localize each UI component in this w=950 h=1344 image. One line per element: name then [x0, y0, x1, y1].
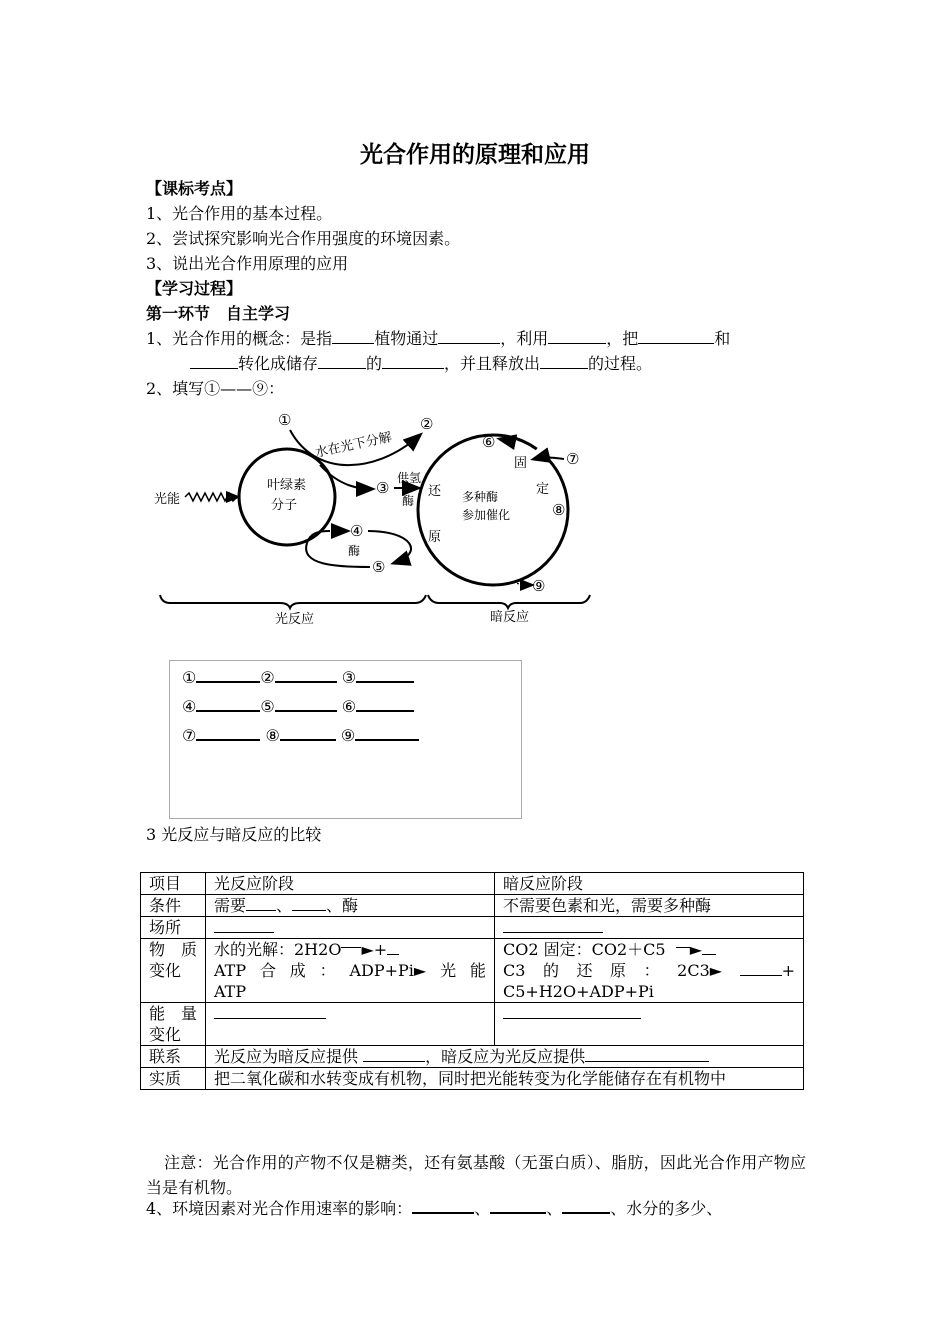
co2-fixation-text: CO2 固定：CO2＋C5	[503, 940, 666, 959]
chlorophyll-label-2: 分子	[271, 498, 298, 513]
row-material-dark	[495, 939, 804, 1003]
c3-text-g: +	[781, 961, 795, 980]
water-photolysis-line: 水的光解：2H2O ►+	[214, 939, 486, 960]
row-condition-dark: 不需要色素和光，需要多种酶	[495, 895, 804, 917]
c3-reduction-blank[interactable]	[740, 961, 782, 976]
cycle-arrow-to-6	[500, 439, 510, 441]
c3-text-f: 2C3	[677, 961, 710, 980]
energy-label-1: 能 量	[149, 1004, 198, 1023]
q1-text-9: 的过程。	[588, 354, 653, 373]
answer-label-1: ①	[182, 668, 197, 687]
section-process-heading: 【学习过程】	[146, 279, 243, 298]
row-energy-light	[206, 1003, 495, 1046]
link-blank-2[interactable]	[585, 1047, 709, 1062]
q1-blank-6[interactable]	[318, 354, 366, 369]
atp-text-f: 光	[440, 961, 457, 980]
energy-label-2: 变化	[149, 1025, 182, 1044]
header-item: 项目	[141, 873, 206, 895]
q1-text-1: 1、光合作用的概念：是指	[146, 329, 333, 348]
c3-text-d: 原	[610, 961, 627, 980]
page-title: 光合作用的原理和应用	[360, 142, 590, 168]
q1-text-7: 的	[366, 354, 383, 373]
row-place-dark	[495, 917, 804, 939]
co2-fixation-line: CO2 固定：CO2＋C5 ►	[503, 939, 795, 960]
answer-blank-5[interactable]	[275, 696, 337, 712]
row-place-light	[206, 917, 495, 939]
row-condition-label: 条件	[141, 895, 206, 917]
q1-text-5: 和	[714, 329, 731, 348]
energy-blank-dark[interactable]	[503, 1004, 641, 1019]
q1-blank-4[interactable]	[638, 329, 714, 344]
answer-label-4: ④	[182, 697, 197, 716]
diagram-num-7: ⑦	[566, 450, 580, 468]
comparison-table	[140, 872, 804, 1090]
header-dark: 暗反应阶段	[495, 873, 804, 895]
fixation-label-2: 定	[536, 482, 550, 497]
q1-blank-5[interactable]	[190, 354, 238, 369]
q1-blank-8[interactable]	[540, 354, 588, 369]
arrow-from-7	[534, 458, 564, 460]
q4-blank-1[interactable]	[412, 1198, 474, 1214]
answer-label-8: ⑧	[265, 726, 280, 745]
water-photolysis-text: 水的光解：2H2O	[214, 940, 342, 959]
row-material-label	[141, 939, 206, 1003]
enzyme-label: 酶	[348, 544, 361, 558]
answer-label-6: ⑥	[341, 697, 357, 716]
diagram-num-3: ③	[376, 479, 390, 497]
diagram-num-4: ④	[350, 522, 364, 540]
enzyme-small-label: 酶	[402, 494, 415, 508]
answer-blank-2[interactable]	[275, 667, 337, 683]
diagram-num-2: ②	[420, 415, 434, 433]
chlorophyll-circle	[239, 449, 335, 545]
c3-text-b: 的	[542, 961, 559, 980]
question-4	[146, 1198, 722, 1220]
table-row	[141, 917, 804, 939]
atp-text-d: ：	[319, 961, 336, 980]
light-reaction-label: 光反应	[275, 612, 315, 627]
reduction-label-1: 还	[428, 484, 442, 499]
row-link-label: 联系	[141, 1046, 206, 1068]
answer-row-1	[182, 667, 414, 687]
row-essence-label: 实质	[141, 1068, 206, 1090]
cond-blank-2[interactable]	[292, 896, 326, 911]
q4-blank-3[interactable]	[562, 1198, 610, 1214]
light-energy-wave	[185, 493, 237, 501]
section-standards-heading: 【课标考点】	[146, 179, 243, 198]
note-paragraph: 注意：光合作用的产物不仅是糖类，还有氨基酸（无蛋白质）、脂肪，因此光合作用产物应当是有机物。	[146, 1153, 806, 1197]
material-label-2: 变化	[149, 961, 182, 980]
q1-text-4: ，把	[606, 329, 639, 348]
answer-blank-1[interactable]	[196, 667, 260, 683]
diagram-num-5: ⑤	[372, 558, 386, 576]
q1-blank-1[interactable]	[332, 329, 374, 344]
dark-reaction-label: 暗反应	[490, 610, 530, 625]
photosynthesis-diagram	[150, 405, 600, 630]
row-place-label: 场所	[141, 917, 206, 939]
table-row	[141, 1003, 804, 1046]
cond-light-text-3: 、酶	[326, 896, 359, 915]
diagram-num-6: ⑥	[482, 433, 496, 451]
standard-1: 1、光合作用的基本过程。	[146, 204, 333, 223]
row-energy-label	[141, 1003, 206, 1046]
q4-sep-1: 、	[474, 1199, 491, 1218]
question-1-line-1	[146, 328, 730, 350]
table-row	[141, 1068, 804, 1090]
q4-sep-2: 、	[546, 1199, 563, 1218]
fixation-label-1: 固	[514, 456, 528, 471]
table-row	[141, 1046, 804, 1068]
q1-text-3: ，利用	[500, 329, 549, 348]
question-3: 3 光反应与暗反应的比较	[146, 825, 322, 844]
reduction-label-2: 原	[428, 530, 442, 545]
row-material-light	[206, 939, 495, 1003]
row-energy-dark	[495, 1003, 804, 1046]
c3-text-a: C3	[503, 961, 526, 980]
c3-reduction-line	[503, 960, 795, 981]
q1-text-2: 植物通过	[374, 329, 439, 348]
question-1-line-2	[190, 353, 652, 375]
c3-text-c: 还	[576, 961, 593, 980]
atp-text-g: 能	[469, 961, 486, 980]
link-text-1: 光反应为暗反应提供	[214, 1047, 359, 1066]
answer-blank-7[interactable]	[196, 725, 260, 741]
link-text-2: ，暗反应为光反应提供	[425, 1047, 586, 1066]
co2-fixation-blank[interactable]	[702, 940, 716, 955]
atp-product: ATP	[214, 982, 247, 1001]
cond-light-text-2: 、	[276, 896, 293, 915]
stage-1-heading: 第一环节 自主学习	[146, 304, 291, 323]
q1-text-6: 转化成储存	[238, 354, 319, 373]
answer-label-2: ②	[260, 668, 275, 687]
light-reaction-brace	[160, 595, 426, 608]
q4-blank-2[interactable]	[490, 1198, 546, 1214]
answer-row-2	[182, 696, 414, 716]
standard-2: 2、尝试探究影响光合作用强度的环境因素。	[146, 229, 461, 248]
answer-label-9: ⑨	[340, 726, 356, 745]
q4-text: 4、环境因素对光合作用速率的影响：	[146, 1199, 413, 1218]
place-blank-light[interactable]	[214, 918, 274, 933]
arrow-icon	[676, 947, 690, 948]
answer-blank-9[interactable]	[355, 725, 419, 741]
diagram-num-8: ⑧	[552, 501, 566, 519]
diagram-num-9: ⑨	[532, 577, 546, 595]
row-link-text	[206, 1046, 804, 1068]
table-row	[141, 939, 804, 1003]
answer-blank-6[interactable]	[356, 696, 414, 712]
q1-blank-3[interactable]	[548, 329, 606, 344]
diagram-num-1: ①	[278, 411, 292, 429]
standard-3: 3、说出光合作用原理的应用	[146, 254, 349, 273]
answer-row-3	[182, 725, 419, 745]
q1-text-8: ，并且释放出	[444, 354, 541, 373]
arrow-icon	[341, 947, 361, 948]
link-blank-1[interactable]	[363, 1047, 425, 1062]
c3-products: C5+H2O+ADP+Pi	[503, 982, 654, 1001]
q1-blank-2[interactable]	[438, 329, 500, 344]
row-essence-text: 把二氧化碳和水转变成有机物，同时把光能转变为化学能储存在有机物中	[206, 1068, 804, 1090]
multi-enzyme-label-1: 多种酶	[462, 490, 499, 504]
row-condition-light	[206, 895, 495, 917]
answer-label-7: ⑦	[182, 726, 197, 745]
atp-text-b: 合	[259, 961, 276, 980]
cond-blank-1[interactable]	[246, 896, 276, 911]
c3-text-e: ：	[643, 961, 660, 980]
q1-blank-7[interactable]	[382, 354, 444, 369]
cond-light-text-1: 需要	[214, 896, 247, 915]
diagram-answer-box	[169, 660, 522, 819]
arrow-icon: ►	[413, 961, 427, 980]
atp-text-a: ATP	[214, 961, 247, 980]
answer-blank-4[interactable]	[196, 696, 260, 712]
water-photolysis-plus: +	[373, 940, 388, 959]
question-2: 2、填写①——⑨：	[146, 379, 285, 398]
answer-label-3: ③	[341, 668, 357, 687]
answer-label-5: ⑤	[260, 697, 275, 716]
place-blank-dark[interactable]	[503, 918, 603, 933]
chlorophyll-label-1: 叶绿素	[267, 478, 307, 493]
energy-blank-light[interactable]	[214, 1004, 326, 1019]
dark-reaction-brace	[428, 595, 590, 608]
answer-blank-3[interactable]	[356, 667, 414, 683]
atp-text-c: 成	[289, 961, 306, 980]
table-row	[141, 895, 804, 917]
q4-tail: 、水分的多少、	[610, 1199, 723, 1218]
atp-synthesis-line	[214, 960, 486, 981]
water-photolysis-blank[interactable]	[387, 940, 399, 955]
atp-text-e: ADP+Pi	[349, 961, 414, 980]
arrow-to-3	[320, 465, 372, 489]
light-energy-label: 光能	[154, 492, 181, 507]
material-label-1: 物 质	[149, 940, 198, 959]
multi-enzyme-label-2: 参加催化	[462, 508, 511, 522]
water-split-label: 水在光下分解	[313, 430, 394, 461]
arrow-icon: ►	[709, 961, 723, 980]
supply-hydrogen-label: 供氢	[397, 471, 422, 485]
header-light: 光反应阶段	[206, 873, 495, 895]
table-row	[141, 873, 804, 895]
answer-blank-8[interactable]	[280, 725, 336, 741]
